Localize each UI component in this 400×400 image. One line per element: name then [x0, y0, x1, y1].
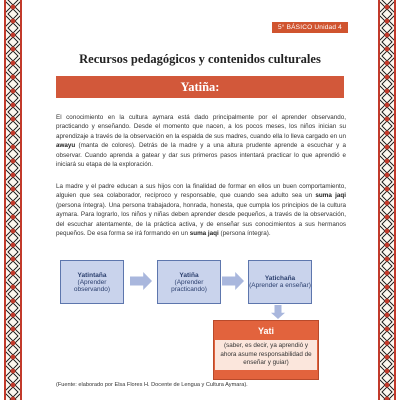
step-title: Yatichaña	[264, 275, 296, 282]
step-title: Yatiña	[179, 271, 199, 279]
paragraph-2: La madre y el padre educan a sus hijos con la finalidad de formar en ellos un buen comportamiento, alguien que sea colaborador, recíproco y responsable, que cuando sea adulto sea un suma jaqi (persona íntegra). Una persona trabajadora, honrada, honesta, que cumpla los principios de la cultura aymara. Para lograrlo, los niños y niñas deben aprender desde pequeños, a través de la observación, del escuchar atentamente, de la práctica activa, y de enseñar sus conocimientos a sus hermanos pequeños. De esa forma se irá formando en un suma jaqi (persona íntegra).	[56, 183, 347, 238]
term-awayu: awayu	[56, 142, 76, 150]
flow-step-yatintana	[60, 260, 124, 304]
flow-step-yatichana	[248, 260, 312, 304]
term-suma-jaqi: suma jaqi	[315, 192, 347, 200]
flow-result-yati	[213, 320, 319, 380]
term-suma-jaqi: suma jaqi	[189, 230, 219, 238]
flow-step-yatina	[157, 260, 221, 304]
step-title: Yatintaña	[77, 271, 107, 279]
source-footnote: (Fuente: elaborado por Elsa Flores H. Docente de Lengua y Cultura Aymara).	[56, 382, 248, 388]
paragraph-1: El conocimiento en la cultura aymara está dado principalmente por el aprender observando, practicando y enseñando. Desde el momento que nacen, a los pocos meses, los niños inician su aprendizaje a través de la observación en la espalda de sus madres, cuando ella lo lleva cargado en un awayu (manta de colores). Detrás de la madre y a una altura prudente aprende a escuchar y a observar. Cuando aprenda a gatear y dar sus primeros pasos intentará practicar lo que aprendió e iniciará su etapa de la exploración.	[56, 114, 346, 169]
step-description: (Aprender observando)	[73, 278, 111, 293]
document-title: Recursos pedagógicos y contenidos culturales	[79, 52, 321, 66]
result-title: Yati	[257, 325, 274, 336]
down-arrow-icon	[271, 305, 285, 319]
section-heading: Yatiña:	[180, 79, 220, 94]
grade-unit-badge: 5° BÁSICO Unidad 4	[272, 22, 348, 33]
right-arrow-icon	[130, 272, 152, 290]
right-arrow-icon	[222, 272, 244, 290]
section-heading-bar	[56, 76, 344, 98]
step-description: (Aprender a enseñar)	[249, 282, 311, 289]
result-description: (saber, es decir, ya aprendió y ahora asume responsabilidad de enseñar y guiar)	[215, 340, 317, 370]
step-description: (Aprender practicando)	[171, 278, 207, 293]
